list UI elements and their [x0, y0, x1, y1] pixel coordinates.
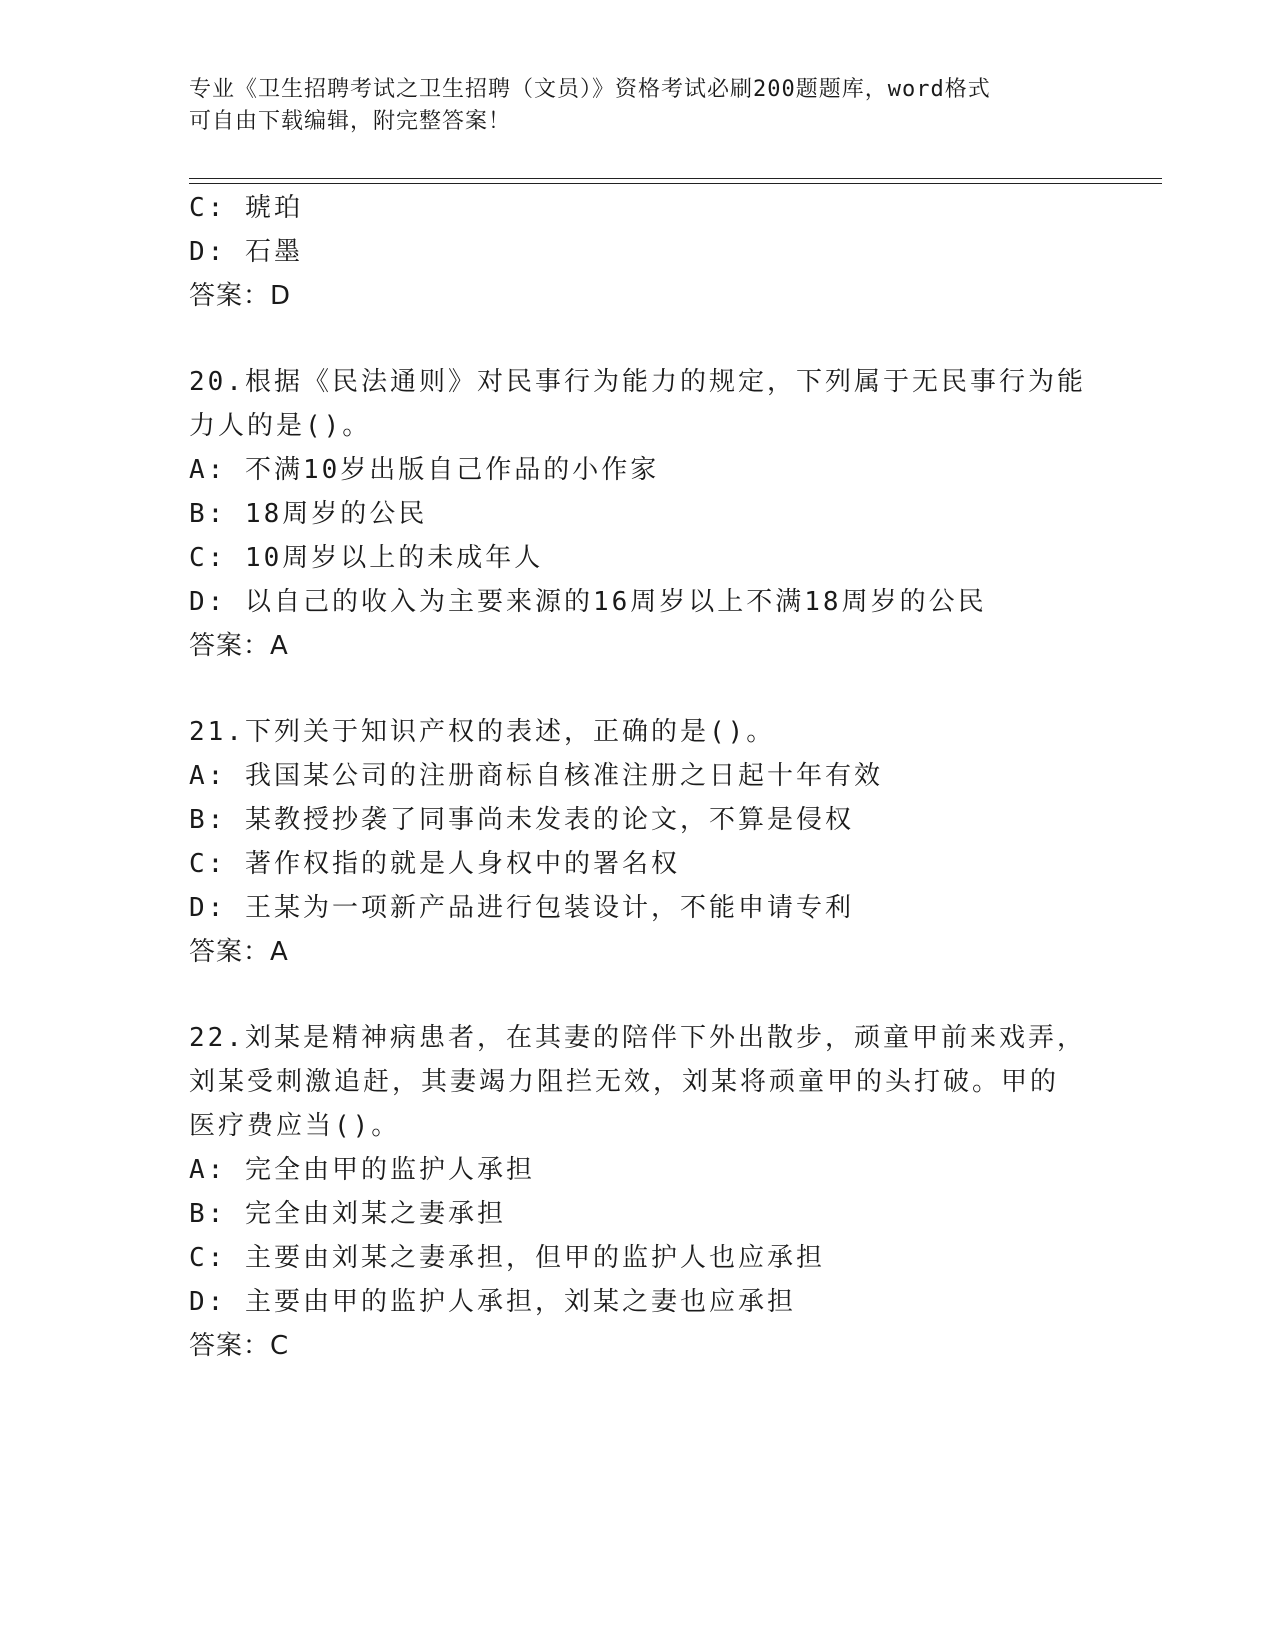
- q20-text-line-1: 20.根据《民法通则》对民事行为能力的规定，下列属于无民事行为能: [189, 367, 1086, 397]
- q21-answer: 答案：A: [189, 937, 289, 967]
- q22-option-d: D: 主要由甲的监护人承担，刘某之妻也应承担: [189, 1287, 796, 1317]
- prev-option-d: D: 石墨: [189, 237, 303, 267]
- q20-option-d: D: 以自己的收入为主要来源的16周岁以上不满18周岁的公民: [189, 587, 987, 617]
- header-line-1: 专业《卫生招聘考试之卫生招聘（文员）》资格考试必刷200题题库，word格式: [189, 77, 991, 102]
- header-divider-top: [189, 178, 1162, 179]
- q20-text-line-2: 力人的是()。: [189, 411, 372, 441]
- q20-answer: 答案：A: [189, 631, 289, 661]
- prev-option-c: C: 琥珀: [189, 193, 303, 223]
- prev-answer: 答案：D: [189, 281, 292, 311]
- q21-option-b: B: 某教授抄袭了同事尚未发表的论文，不算是侵权: [189, 805, 854, 835]
- q20-option-a: A: 不满10岁出版自己作品的小作家: [189, 455, 660, 485]
- q22-option-b: B: 完全由刘某之妻承担: [189, 1199, 506, 1229]
- q22-option-c: C: 主要由刘某之妻承担，但甲的监护人也应承担: [189, 1243, 825, 1273]
- q22-option-a: A: 完全由甲的监护人承担: [189, 1155, 535, 1185]
- q20-option-b: B: 18周岁的公民: [189, 499, 428, 529]
- q22-answer: 答案：C: [189, 1331, 290, 1361]
- q21-option-c: C: 著作权指的就是人身权中的署名权: [189, 849, 680, 879]
- q22-text-line-1: 22.刘某是精神病患者，在其妻的陪伴下外出散步，顽童甲前来戏弄，: [189, 1023, 1086, 1053]
- q22-text-line-2: 刘某受刺激追赶，其妻竭力阻拦无效，刘某将顽童甲的头打破。甲的: [189, 1067, 1060, 1097]
- q21-option-d: D: 王某为一项新产品进行包装设计，不能申请专利: [189, 893, 854, 923]
- header-divider-bottom: [189, 183, 1162, 184]
- q21-option-a: A: 我国某公司的注册商标自核准注册之日起十年有效: [189, 761, 883, 791]
- q22-text-line-3: 医疗费应当()。: [189, 1111, 401, 1141]
- page-header: [189, 74, 1079, 138]
- q20-option-c: C: 10周岁以上的未成年人: [189, 543, 544, 573]
- q21-text-line-1: 21.下列关于知识产权的表述，正确的是()。: [189, 717, 776, 747]
- header-line-2: 可自由下载编辑，附完整答案！: [189, 109, 512, 134]
